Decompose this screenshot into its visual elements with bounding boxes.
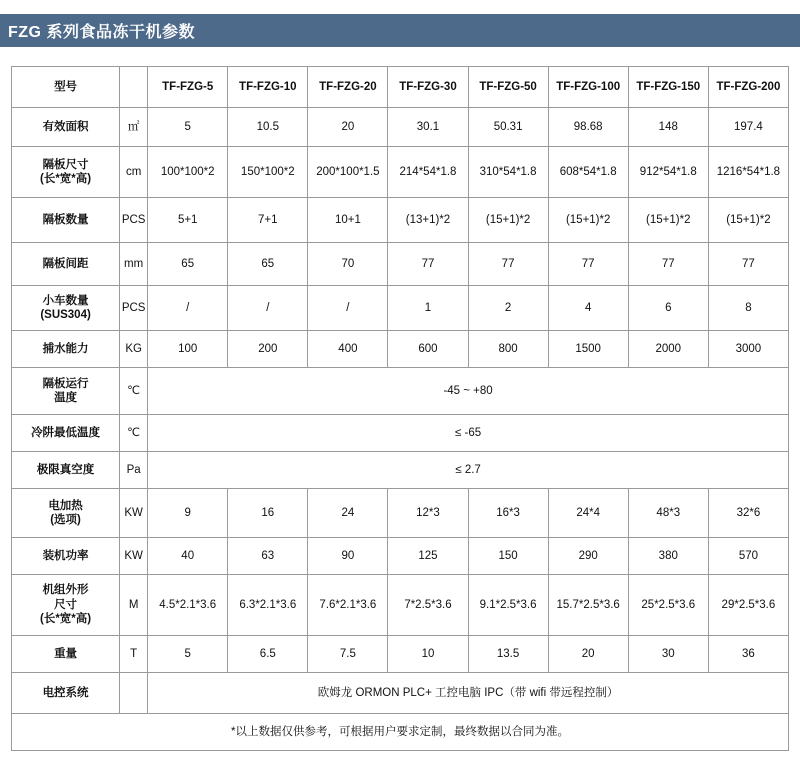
row-label-trolley-count <box>12 286 120 331</box>
row-label-plate-temp-range <box>12 368 120 415</box>
cell-value: 77 <box>468 243 548 286</box>
row-label-line1: 小车数量 <box>42 294 89 307</box>
cell-value: (15+1)*2 <box>708 198 788 243</box>
row-unit-electric-heating: KW <box>120 489 148 538</box>
cell-value: 5+1 <box>148 198 228 243</box>
cell-value: 20 <box>548 636 628 673</box>
row-label-line1: 机组外形 <box>42 584 89 597</box>
row-label-line2: (选项) <box>50 514 81 526</box>
cell-value: 98.68 <box>548 108 628 147</box>
cell-value: 150*100*2 <box>228 147 308 198</box>
row-unit-plate-gap: mm <box>120 243 148 286</box>
header-model-3: TF-FZG-20 <box>308 67 388 108</box>
table-row <box>12 368 789 415</box>
table-row <box>12 331 789 368</box>
row-label-line1: 隔板尺寸 <box>42 158 89 171</box>
row-label-cold-trap-temp: 冷阱最低温度 <box>12 415 120 452</box>
cell-value: / <box>308 286 388 331</box>
cell-value: 197.4 <box>708 108 788 147</box>
cell-value: 7+1 <box>228 198 308 243</box>
cell-value: 214*54*1.8 <box>388 147 468 198</box>
cell-value: 7.6*2.1*3.6 <box>308 575 388 636</box>
cell-value: (13+1)*2 <box>388 198 468 243</box>
row-label-plate-size <box>12 147 120 198</box>
page-title-bar <box>0 14 800 47</box>
cell-value: 125 <box>388 538 468 575</box>
header-model-6: TF-FZG-100 <box>548 67 628 108</box>
cell-value: / <box>228 286 308 331</box>
cell-value: 10.5 <box>228 108 308 147</box>
table-row <box>12 147 789 198</box>
row-unit-water-capture: KG <box>120 331 148 368</box>
row-label-ultimate-vacuum: 极限真空度 <box>12 452 120 489</box>
cell-value: 310*54*1.8 <box>468 147 548 198</box>
table-row <box>12 243 789 286</box>
cell-value: 6.5 <box>228 636 308 673</box>
cell-value: 2 <box>468 286 548 331</box>
cell-value: 36 <box>708 636 788 673</box>
row-unit-installed-power: KW <box>120 538 148 575</box>
cell-value: 63 <box>228 538 308 575</box>
header-model-7: TF-FZG-150 <box>628 67 708 108</box>
cell-value: 8 <box>708 286 788 331</box>
cell-value: 20 <box>308 108 388 147</box>
cell-value: 77 <box>628 243 708 286</box>
cell-value: 100*100*2 <box>148 147 228 198</box>
row-label-plate-gap: 隔板间距 <box>12 243 120 286</box>
cell-value: 10+1 <box>308 198 388 243</box>
cell-value: (15+1)*2 <box>628 198 708 243</box>
row-label-electric-heating <box>12 489 120 538</box>
cell-value: 24 <box>308 489 388 538</box>
cell-value: 77 <box>708 243 788 286</box>
cell-value: 150 <box>468 538 548 575</box>
cell-value: 10 <box>388 636 468 673</box>
table-row <box>12 636 789 673</box>
header-model-4: TF-FZG-30 <box>388 67 468 108</box>
cell-value: 5 <box>148 108 228 147</box>
cell-value: 40 <box>148 538 228 575</box>
cell-value: (15+1)*2 <box>548 198 628 243</box>
header-model-5: TF-FZG-50 <box>468 67 548 108</box>
row-unit-control-system <box>120 673 148 714</box>
cell-value: 600 <box>388 331 468 368</box>
row-unit-weight: T <box>120 636 148 673</box>
page-title: FZG 系列食品冻干机参数 <box>8 24 195 41</box>
row-unit-plate-count: PCS <box>120 198 148 243</box>
row-unit-effective-area: ㎡ <box>120 108 148 147</box>
cell-value: 30 <box>628 636 708 673</box>
row-label-line2: 温度 <box>54 392 78 404</box>
spec-table <box>11 66 789 751</box>
cell-value: 90 <box>308 538 388 575</box>
cell-value: 13.5 <box>468 636 548 673</box>
cell-value: 77 <box>548 243 628 286</box>
row-unit-trolley-count: PCS <box>120 286 148 331</box>
table-row <box>12 198 789 243</box>
cell-value: 48*3 <box>628 489 708 538</box>
table-row <box>12 538 789 575</box>
cell-value: 9.1*2.5*3.6 <box>468 575 548 636</box>
cell-value: 16 <box>228 489 308 538</box>
table-footnote: *以上数据仅供参考，可根据用户要求定制，最终数据以合同为准。 <box>12 714 789 751</box>
cell-value: 3000 <box>708 331 788 368</box>
cell-value: 12*3 <box>388 489 468 538</box>
cell-value: 7*2.5*3.6 <box>388 575 468 636</box>
cell-value: 912*54*1.8 <box>628 147 708 198</box>
row-label-weight: 重量 <box>12 636 120 673</box>
row-unit-unit-dimensions: M <box>120 575 148 636</box>
row-label-plate-count: 隔板数量 <box>12 198 120 243</box>
header-label-model: 型号 <box>12 67 120 108</box>
header-model-1: TF-FZG-5 <box>148 67 228 108</box>
cell-value: 5 <box>148 636 228 673</box>
spec-table-container <box>11 66 789 751</box>
cell-value: 400 <box>308 331 388 368</box>
cell-value: 800 <box>468 331 548 368</box>
row-label-line3: (长*宽*高) <box>40 613 92 626</box>
cell-value: 32*6 <box>708 489 788 538</box>
row-label-water-capture: 捕水能力 <box>12 331 120 368</box>
cell-value: 4.5*2.1*3.6 <box>148 575 228 636</box>
row-label-control-system: 电控系统 <box>12 673 120 714</box>
row-label-effective-area: 有效面积 <box>12 108 120 147</box>
cell-value: 1 <box>388 286 468 331</box>
cell-value: 65 <box>228 243 308 286</box>
row-unit-plate-temp-range: ℃ <box>120 368 148 415</box>
row-unit-cold-trap-temp: ℃ <box>120 415 148 452</box>
table-row <box>12 108 789 147</box>
cell-value: 50.31 <box>468 108 548 147</box>
cell-value: 7.5 <box>308 636 388 673</box>
header-unit-cell <box>120 67 148 108</box>
cell-value: 77 <box>388 243 468 286</box>
cell-value: 15.7*2.5*3.6 <box>548 575 628 636</box>
row-label-line2: (长*宽*高) <box>40 173 92 185</box>
cell-value: 100 <box>148 331 228 368</box>
cell-value: 290 <box>548 538 628 575</box>
cell-value: 30.1 <box>388 108 468 147</box>
cell-value: 4 <box>548 286 628 331</box>
row-label-line1: 电加热 <box>48 499 83 512</box>
table-footnote-row <box>12 714 789 751</box>
cell-value: 380 <box>628 538 708 575</box>
row-label-unit-dimensions <box>12 575 120 636</box>
cell-value: 9 <box>148 489 228 538</box>
header-model-2: TF-FZG-10 <box>228 67 308 108</box>
cell-value-span: 欧姆龙 ORMON PLC+ 工控电脑 IPC（带 wifi 带远程控制） <box>148 673 789 714</box>
table-row <box>12 452 789 489</box>
cell-value: 29*2.5*3.6 <box>708 575 788 636</box>
row-label-installed-power: 装机功率 <box>12 538 120 575</box>
table-row <box>12 489 789 538</box>
cell-value: 570 <box>708 538 788 575</box>
cell-value: 200 <box>228 331 308 368</box>
cell-value: 70 <box>308 243 388 286</box>
cell-value: 2000 <box>628 331 708 368</box>
row-label-line2: (SUS304) <box>40 309 91 321</box>
cell-value: 24*4 <box>548 489 628 538</box>
cell-value: 200*100*1.5 <box>308 147 388 198</box>
table-row <box>12 286 789 331</box>
cell-value: 148 <box>628 108 708 147</box>
cell-value: 6.3*2.1*3.6 <box>228 575 308 636</box>
cell-value: 25*2.5*3.6 <box>628 575 708 636</box>
table-header-row <box>12 67 789 108</box>
cell-value-span: ≤ -65 <box>148 415 789 452</box>
cell-value: / <box>148 286 228 331</box>
header-model-8: TF-FZG-200 <box>708 67 788 108</box>
cell-value-span: -45 ~ +80 <box>148 368 789 415</box>
row-unit-plate-size: cm <box>120 147 148 198</box>
cell-value: 65 <box>148 243 228 286</box>
table-row <box>12 673 789 714</box>
table-row <box>12 575 789 636</box>
cell-value: 16*3 <box>468 489 548 538</box>
cell-value: 608*54*1.8 <box>548 147 628 198</box>
cell-value: 6 <box>628 286 708 331</box>
row-label-line2: 尺寸 <box>54 598 78 611</box>
cell-value: 1500 <box>548 331 628 368</box>
row-label-line1: 隔板运行 <box>42 377 89 390</box>
cell-value: (15+1)*2 <box>468 198 548 243</box>
row-unit-ultimate-vacuum: Pa <box>120 452 148 489</box>
table-row <box>12 415 789 452</box>
cell-value-span: ≤ 2.7 <box>148 452 789 489</box>
cell-value: 1216*54*1.8 <box>708 147 788 198</box>
